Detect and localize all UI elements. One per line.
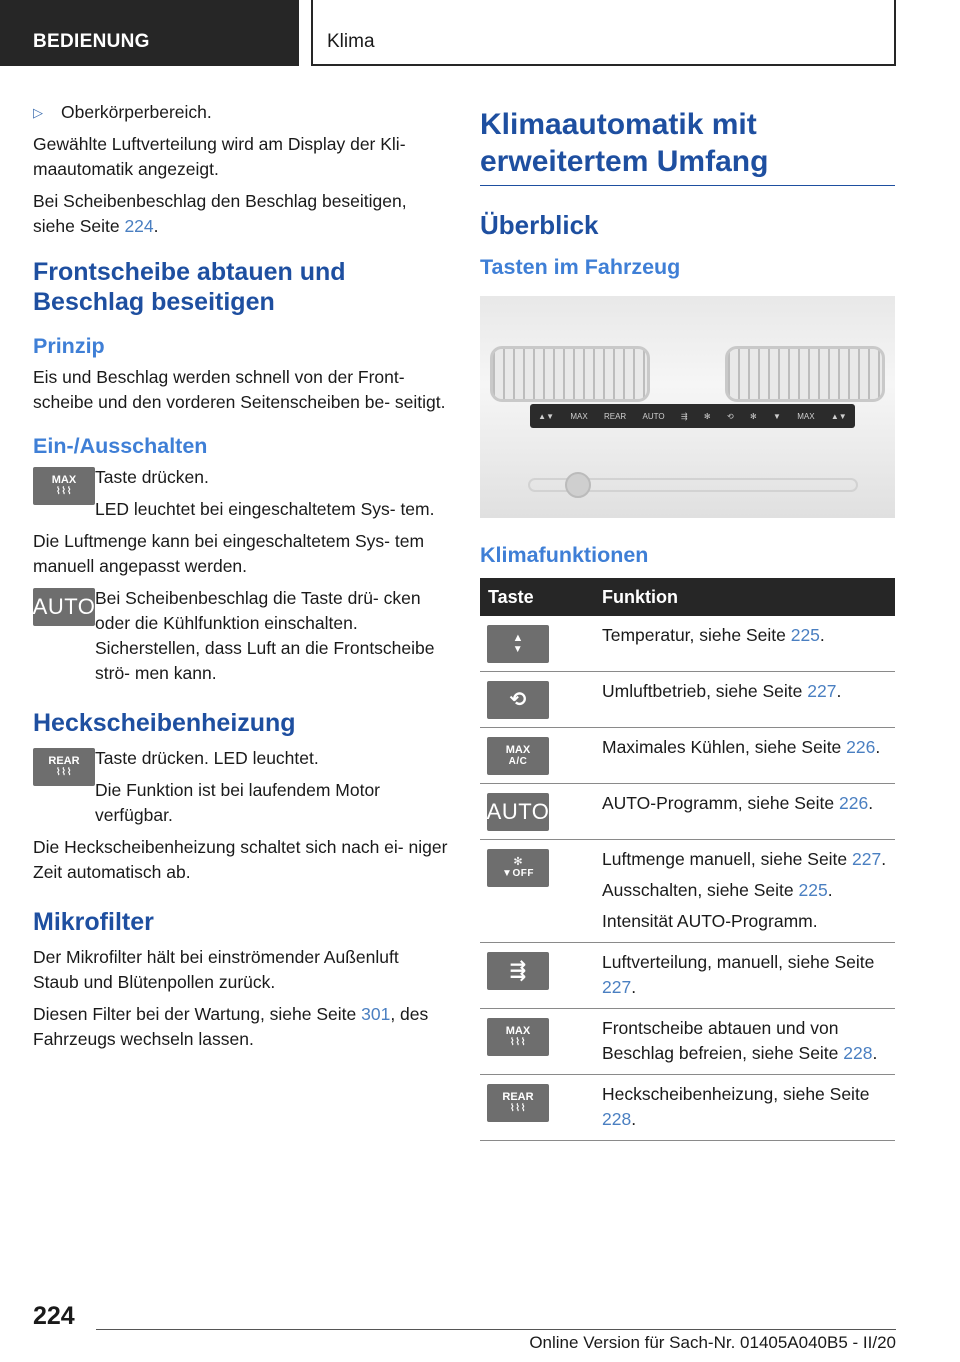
page-header <box>0 0 960 66</box>
heading-ueberblick: Überblick <box>480 210 599 240</box>
air-vent-right <box>725 346 885 402</box>
function-description: Umluftbetrieb, siehe Seite 227. <box>602 681 842 701</box>
table-row <box>480 1009 895 1075</box>
right-column <box>480 100 895 1141</box>
function-description: Intensität AUTO-Programm. <box>602 911 818 931</box>
paragraph: Die Luftmenge kann bei eingeschaltetem Sys‐ tem manuell angepasst werden. <box>33 531 425 576</box>
paragraph: Eis und Beschlag werden schnell von der Front‐ scheibe und den vorderen Seitenscheiben be‐ seitigt. <box>33 367 446 412</box>
page-link[interactable]: 224 <box>124 216 154 236</box>
heading-frontscheibe: Frontscheibe abtauen und Beschlag beseitigen <box>33 258 346 316</box>
table-row <box>480 840 895 943</box>
heading-prinzip: Prinzip <box>33 334 105 358</box>
temperature-arrows-icon: ▲ ▼ <box>487 625 549 663</box>
paragraph: Gewählte Luftverteilung wird am Display der Kli‐ maautomatik angezeigt. <box>33 134 406 179</box>
footer-rule <box>96 1329 896 1330</box>
heading-ein-aus: Ein-/Ausschalten <box>33 434 208 458</box>
climate-control-panel: ▲▼ MAX REAR AUTO ⇶ ✻ ⟲ ✻ ▼ MAX ▲▼ <box>530 404 855 428</box>
function-description: Temperatur, siehe Seite 225. <box>602 625 825 645</box>
heading-klimafunktionen: Klimafunktionen <box>480 543 649 567</box>
triangle-bullet-icon: ▷ <box>33 105 43 120</box>
column-header-taste: Taste <box>480 578 602 616</box>
auto-button-block: AUTO Bei Scheibenbeschlag die Taste drü‐ cken oder die Kühlfunktion einschalten. Sicherstellen, dass Luft an die Frontscheibe strö‐ men kann. <box>32 588 435 683</box>
heading-tasten: Tasten im Fahrzeug <box>480 255 681 279</box>
heading-heck: Heckscheibenheizung <box>33 709 296 737</box>
recirculation-icon: ⟲ <box>487 681 549 719</box>
volume-knob <box>565 472 591 498</box>
page-link[interactable]: 227 <box>602 977 632 997</box>
max-ac-icon: MAX A/C <box>487 737 549 775</box>
fan-off-icon: ✻ ▼OFF <box>487 849 549 887</box>
section-title: BEDIENUNG <box>0 0 299 66</box>
function-description: Luftverteilung, manuell, siehe Seite 227. <box>602 952 875 997</box>
page-link[interactable]: 228 <box>602 1109 632 1129</box>
heading-mikrofilter: Mikrofilter <box>33 908 154 936</box>
function-description: AUTO-Programm, siehe Seite 226. <box>602 793 874 813</box>
footer-text: Online Version für Sach-Nr. 01405A040B5 - II/20 <box>529 1333 896 1352</box>
auto-icon: AUTO <box>487 793 549 831</box>
page-link[interactable]: 228 <box>843 1043 873 1063</box>
table-header-row <box>480 578 895 616</box>
chapter-box <box>311 0 896 66</box>
heading-klimaautomatik: Klimaautomatik mit erweitertem Umfang <box>480 106 895 186</box>
bullet-item: ▷ Oberkörperbereich. <box>33 100 448 125</box>
column-header-funktion: Funktion <box>602 578 895 616</box>
chapter-title: Klima <box>327 31 375 52</box>
rear-defrost-icon: REAR ⌇⌇⌇ <box>33 748 95 786</box>
left-column <box>33 100 448 1059</box>
max-defrost-icon: MAX ⌇⌇⌇ <box>487 1018 549 1056</box>
max-button-block: MAX ⌇⌇⌇ Taste drücken. LED leuchtet bei eingeschaltetem Sys‐ tem. <box>33 465 448 522</box>
paragraph: Der Mikrofilter hält bei einströmender Außenluft Staub und Blütenpollen zurück. <box>33 947 399 992</box>
page-link[interactable]: 301 <box>361 1004 391 1024</box>
table-row <box>480 1075 895 1141</box>
rear-button-block: REAR ⌇⌇⌇ Taste drücken. LED leuchtet. Die Funktion ist bei laufendem Motor verfügbar. <box>33 746 448 828</box>
page-link[interactable]: 227 <box>807 681 837 701</box>
paragraph: Bei Scheibenbeschlag den Beschlag beseitigen, siehe Seite 224. <box>33 191 407 236</box>
table-row <box>480 784 895 840</box>
table-row <box>480 728 895 784</box>
rear-defrost-icon: REAR ⌇⌇⌇ <box>487 1084 549 1122</box>
max-defrost-icon: MAX ⌇⌇⌇ <box>33 467 95 505</box>
page-link[interactable]: 226 <box>846 737 876 757</box>
air-vent-left <box>490 346 650 402</box>
dashboard-photo <box>480 296 895 518</box>
table-row <box>480 616 895 672</box>
function-description: Ausschalten, siehe Seite 225. <box>602 880 833 900</box>
auto-icon: AUTO <box>33 588 95 626</box>
function-description: Maximales Kühlen, siehe Seite 226. <box>602 737 881 757</box>
page-link[interactable]: 226 <box>838 793 869 813</box>
page-link[interactable]: 227 <box>852 849 882 869</box>
function-description: Luftmenge manuell, siehe Seite 227. <box>602 849 887 869</box>
table-row <box>480 672 895 728</box>
paragraph: Die Heckscheibenheizung schaltet sich nach ei‐ niger Zeit automatisch ab. <box>33 837 448 882</box>
function-description: Frontscheibe abtauen und von Beschlag befreien, siehe Seite 228. <box>602 1018 878 1063</box>
page-link[interactable]: 225 <box>790 625 820 645</box>
air-distribution-icon: ⇶ <box>487 952 549 990</box>
paragraph: Diesen Filter bei der Wartung, siehe Seite 301, des Fahrzeugs wechseln lassen. <box>33 1004 429 1049</box>
function-description: Heckscheibenheizung, siehe Seite 228. <box>602 1084 870 1129</box>
table-row <box>480 943 895 1009</box>
page-link[interactable]: 225 <box>798 880 828 900</box>
page-number: 224 <box>33 1302 75 1330</box>
function-table <box>480 578 895 1141</box>
